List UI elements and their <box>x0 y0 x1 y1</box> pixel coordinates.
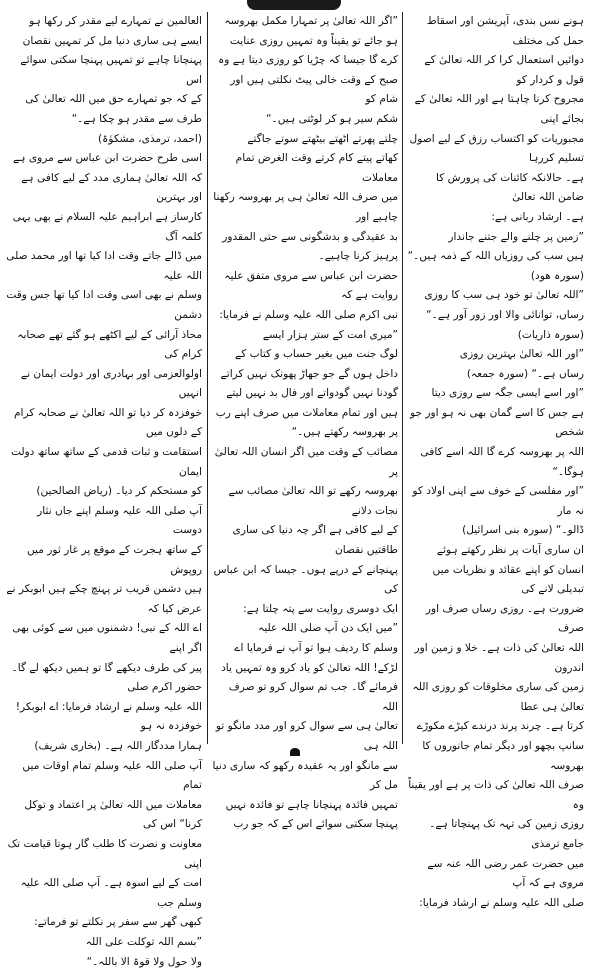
text-line: ہے جس کا اسے گمان بھی نہ ہو اور جو شخص <box>407 404 584 443</box>
text-line: صلی اللہ علیہ وسلم نے ارشاد فرمایا: <box>407 894 584 914</box>
text-line: اللہ تعالیٰ کی ذات ہے۔ خلا و زمین اور اندرون <box>407 639 584 678</box>
text-line: ”میری امت کے ستر ہزار ایسے <box>212 326 398 346</box>
text-line: زمین کی ساری مخلوقات کو روزی اللہ تعالیٰ ہی عطا <box>407 678 584 717</box>
text-line: کبھی گھر سے سفر پر نکلتے تو فرماتے: <box>6 913 202 933</box>
text-line: پہنچانا چاہے تو تمہیں پہنچا سکتی سوائے اس <box>6 51 202 90</box>
text-line: کرتا ہے۔ چرند پرند درندے کیڑے مکوڑے <box>407 717 584 737</box>
text-line: ہو جائے تو یقیناً وہ تمہیں روزی عنایت <box>212 32 398 52</box>
text-line: صرف اللہ تعالیٰ کی ذات پر ہے اور یقیناً وہ <box>407 776 584 815</box>
text-line: کے کہ جو تمہارے حق میں اللہ تعالیٰ کی <box>6 90 202 110</box>
column-divider-left <box>207 12 208 744</box>
text-line: خوفزدہ کر دیا تو اللہ تعالیٰ نے صحابہ کرام کے دلوں میں <box>6 404 202 443</box>
text-line: پہنچا سکتی سوائے اس کے کہ جو رب <box>212 815 398 835</box>
text-line: (احمد، ترمذی، مشکوٰۃ) <box>6 130 202 150</box>
page-footer-ornament <box>290 748 300 756</box>
text-line: صبح کے وقت خالی پیٹ نکلتی ہیں اور شام کو <box>212 71 398 110</box>
text-line: ”زمین پر چلنے والے جتنے جاندار <box>407 228 584 248</box>
text-line: مجبوریات کو اکتساب رزق کے لیے اصول تسلیم کررہا <box>407 130 584 169</box>
text-line: حضرت ابن عباس سے مروی متفق علیہ روایت ہے کہ <box>212 267 398 306</box>
text-line: اللہ پر بھروسہ کرے گا اللہ اسے کافی ہوگا۔“ <box>407 443 584 482</box>
text-line: اے اللہ کے نبی! دشمنوں میں سے کوئی بھی اگر اپنے <box>6 619 202 658</box>
text-column-left <box>6 12 202 748</box>
text-line: ان ساری آیات پر نظر رکھتے ہوئے <box>407 541 584 561</box>
text-line: کے لیے کافی ہے اگر چہ دنیا کی ساری طاقتیں نقصان <box>212 521 398 560</box>
text-line: ”اور اللہ تعالیٰ بہترین روزی <box>407 345 584 365</box>
text-line: فرمائے گا۔ جب تم سوال کرو تو صرف اللہ <box>212 678 398 717</box>
text-line: امت کے لیے اسوہ ہے۔ آپ صلی اللہ علیہ وسلم جب <box>6 874 202 913</box>
text-line: معاملات میں اللہ تعالیٰ پر اعتماد و توکل کرنا“ اس کی <box>6 796 202 835</box>
text-line: پر بھروسہ رکھتے ہیں۔“ <box>212 423 398 443</box>
text-line: ہمارا مددگار اللہ ہے۔ (بخاری شریف) <box>6 737 202 757</box>
text-line: آپ صلی اللہ علیہ وسلم اپنے جاں نثار دوست <box>6 502 202 541</box>
text-line: بھروسہ رکھے تو اللہ تعالیٰ مصائب سے نجات دلانے <box>212 482 398 521</box>
text-line: ایک دوسری روایت سے پتہ چلتا ہے: <box>212 600 398 620</box>
text-line: ہے۔ حالانکہ کائنات کی پرورش کا ضامن اللہ تعالیٰ <box>407 169 584 208</box>
text-line: محاذ آرائی کے لیے اکٹھے ہو گئے تھے صحابہ کرام کی <box>6 326 202 365</box>
text-line: ”اگر اللہ تعالیٰ پر تمہارا مکمل بھروسہ <box>212 12 398 32</box>
text-line: معاونت و نصرت کا طلب گار ہوتا قیامت تک اپنی <box>6 835 202 874</box>
text-line: آپ صلی اللہ علیہ وسلم تمام اوقات میں تمام <box>6 757 202 796</box>
text-line: تمہیں فائدہ پہنچانا چاہے تو فائدہ نہیں <box>212 796 398 816</box>
text-line: کرے گا جیسا کہ چڑیا کو روزی دیتا ہے وہ <box>212 51 398 71</box>
text-line: سانپ بچھو اور دیگر تمام جانوروں کا بھروسہ <box>407 737 584 776</box>
text-line: (سورہ ذاریات) <box>407 326 584 346</box>
section-header-tab <box>247 0 341 10</box>
text-line: انسان کو اپنے عقائد و نظریات میں تبدیلی لانے کی <box>407 561 584 600</box>
text-column-right <box>407 12 584 748</box>
text-line: ہیں دشمن قریب تر پہنچ چکے ہیں ابوبکر نے عرض کیا کہ <box>6 580 202 619</box>
text-line: لڑکے! اللہ تعالیٰ کو یاد کرو وہ تمہیں یاد <box>212 659 398 679</box>
text-line: بد عقیدگی و بدشگونی سے حتی المقدور پرہیز کرنا چاہیے۔ <box>212 228 398 267</box>
text-column-middle <box>212 12 398 748</box>
text-line: ضرورت ہے۔ روزی رساں صرف اور صرف <box>407 600 584 639</box>
text-line: چلتے پھرتے اٹھتے بیٹھتے سوتے جاگتے <box>212 130 398 150</box>
text-line: ولا حول ولا قوۃ الا باللہ۔“ <box>6 953 202 972</box>
text-line: رساں ہے۔“ (سورہ جمعہ) <box>407 365 584 385</box>
text-line: اسی طرح حضرت ابن عباس سے مروی ہے <box>6 149 202 169</box>
text-line: کارساز ہے ابراہیم علیہ السلام نے بھی یہی کلمہ آگ <box>6 208 202 247</box>
text-line: داخل ہوں گے جو جھاڑ پھونک نہیں کراتے <box>212 365 398 385</box>
text-line: ”اور مفلسی کے خوف سے اپنی اولاد کو نہ مار <box>407 482 584 521</box>
text-line: رساں، توانائی والا اور زور آور ہے۔“ <box>407 306 584 326</box>
text-line: ایسے ہی ساری دنیا مل کر تمہیں نقصان <box>6 32 202 52</box>
text-line: پہنچانے کے درپے ہوں۔ جیسا کہ ابن عباس کی <box>212 561 398 600</box>
text-line: ”اللہ تعالیٰ تو خود ہی سب کا روزی <box>407 286 584 306</box>
text-line: وسلم نے بھی اسی وقت ادا کیا تھا جس وقت دشمن <box>6 286 202 325</box>
text-line: ”بسم اللہ توکلت علی اللہ <box>6 933 202 953</box>
text-line: پیر کی طرف دیکھے گا تو ہمیں دیکھ لے گا۔ حضور اکرم صلی <box>6 659 202 698</box>
text-line: کو مستحکم کر دیا۔ (ریاض الصالحین) <box>6 482 202 502</box>
text-line: استقامت و ثبات قدمی کے ساتھ ساتھ دولت ایمان <box>6 443 202 482</box>
text-line: میں صرف اللہ تعالیٰ ہی پر بھروسہ رکھنا چاہیے اور <box>212 188 398 227</box>
text-line: العالمین نے تمہارے لیے مقدر کر رکھا ہو <box>6 12 202 32</box>
text-line: مصائب کے وقت میں اگر انسان اللہ تعالیٰ پر <box>212 443 398 482</box>
text-line: ڈالو۔“ (سورہ بنی اسرائیل) <box>407 521 584 541</box>
text-line: ”میں ایک دن آپ صلی اللہ علیہ <box>212 619 398 639</box>
text-line: میں ڈالے جاتے وقت ادا کیا تھا اور محمد صلی اللہ علیہ <box>6 247 202 286</box>
text-line: مجروح کرنا چاہتا ہے اور اللہ تعالیٰ کے بجائے اپنی <box>407 90 584 129</box>
text-line: اللہ علیہ وسلم نے ارشاد فرمایا: اے ابوبکر! خوفزدہ نہ ہو <box>6 698 202 737</box>
text-line: تعالیٰ ہی سے سوال کرو اور مدد مانگو تو اللہ ہی <box>212 717 398 756</box>
text-line: ہونے نسں بندی، آپریشن اور اسقاط حمل کی مختلف <box>407 12 584 51</box>
text-line: نبی اکرم صلی اللہ علیہ وسلم نے فرمایا: <box>212 306 398 326</box>
text-line: دوائیں استعمال کرا کر اللہ تعالیٰ کے قول و کردار کو <box>407 51 584 90</box>
text-line: میں حضرت عمر رضی اللہ عنہ سے مروی ہے کہ آپ <box>407 855 584 894</box>
text-line: کے ساتھ ہجرت کے موقع پر غار ثور میں روپوش <box>6 541 202 580</box>
text-line: لوگ جنت میں بغیر حساب و کتاب کے <box>212 345 398 365</box>
text-line: وسلم کا ردیف ہوا تو آپ نے فرمایا اے <box>212 639 398 659</box>
text-line: روزی زمین کی تہہ تک پہنچاتا ہے۔ جامع ترمذی <box>407 815 584 854</box>
text-line: ہے۔ ارشاد ربانی ہے: <box>407 208 584 228</box>
text-line: طرف سے مقدر ہو چکا ہے۔“ <box>6 110 202 130</box>
text-line: سے مانگو اور یہ عقیدہ رکھو کہ ساری دنیا مل کر <box>212 757 398 796</box>
text-line: ہیں اور تمام معاملات میں صرف اپنے رب <box>212 404 398 424</box>
text-line: گودنا نہیں گودواتے اور فال بد نہیں لیتے <box>212 384 398 404</box>
text-line: کھاتے پیتے کام کرتے وقت الغرض تمام معاملات <box>212 149 398 188</box>
text-line: ”اور اسے ایسی جگہ سے روزی دیتا <box>407 384 584 404</box>
text-line: ہیں سب کی روزیاں اللہ کے ذمہ ہیں۔“ <box>407 247 584 267</box>
text-line: (سورہ ھود) <box>407 267 584 287</box>
column-divider-right <box>402 12 403 744</box>
text-line: اولوالعزمی اور بہادری اور دولت ایمان نے انہیں <box>6 365 202 404</box>
text-line: کہ اللہ تعالیٰ ہماری مدد کے لیے کافی ہے اور بہترین <box>6 169 202 208</box>
text-line: شکم سیر ہو کر لوٹتی ہیں۔“ <box>212 110 398 130</box>
